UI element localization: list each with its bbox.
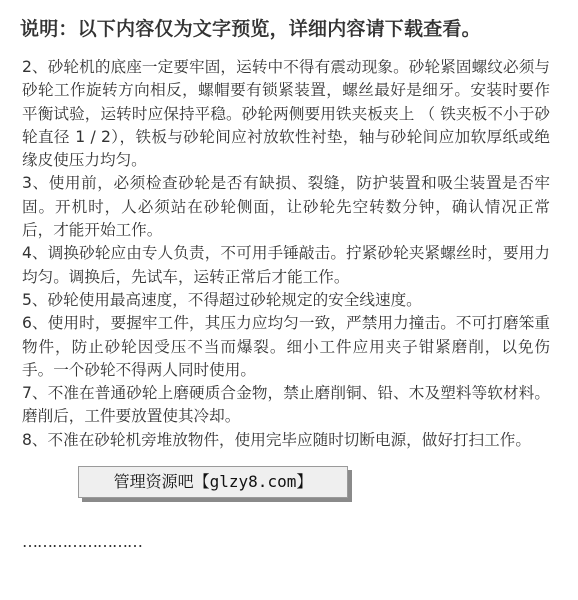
truncation-ellipsis: …………………… — [22, 532, 142, 551]
document-body — [22, 56, 550, 452]
paragraph-3: 3、使用前，必须检查砂轮是否有缺损、裂缝，防护装置和吸尘装置是否牢固。开机时，人必须站在砂轮侧面，让砂轮先空转数分钟，确认情况正常后，才能开始工作。 — [22, 174, 550, 240]
preview-notice: 说明：以下内容仅为文字预览，详细内容请下载查看。 — [20, 18, 481, 40]
paragraph-7: 7、不准在普通砂轮上磨硬质合金物，禁止磨削铜、铅、木及塑料等软材料。磨削后，工件要放置使其冷却。 — [22, 384, 550, 426]
watermark-label: 管理资源吧【glzy8.com】 — [78, 466, 348, 498]
paragraph-6: 6、使用时，要握牢工件，其压力应均匀一致，严禁用力撞击。不可打磨笨重物件，防止砂轮因受压不当而爆裂。细小工件应用夹子钳紧磨削，以免伤手。一个砂轮不得两人同时使用。 — [22, 314, 550, 379]
paragraph-2: 2、砂轮机的底座一定要牢固，运转中不得有震动现象。砂轮紧固螺纹必须与砂轮工作旋转方向相反，螺帽要有锁紧装置，螺丝最好是细牙。安装时要作平衡试验，运转时应保持平稳。砂轮两侧要用铁夹板夹上 （ 铁夹板不小于砂轮直径 1 / 2），铁板与砂轮间应衬放软性衬垫，轴与砂轮间应加软厚纸或绝缘皮使压力均匀。 — [22, 58, 550, 170]
paragraph-4: 4、调换砂轮应由专人负责，不可用手锤敲击。拧紧砂轮夹紧螺丝时，要用力均匀。调换后，先试车，运转正常后才能工作。 — [22, 244, 550, 286]
paragraph-8: 8、不准在砂轮机旁堆放物件，使用完毕应随时切断电源，做好打扫工作。 — [22, 430, 531, 449]
paragraph-5: 5、砂轮使用最高速度，不得超过砂轮规定的安全线速度。 — [22, 290, 422, 309]
